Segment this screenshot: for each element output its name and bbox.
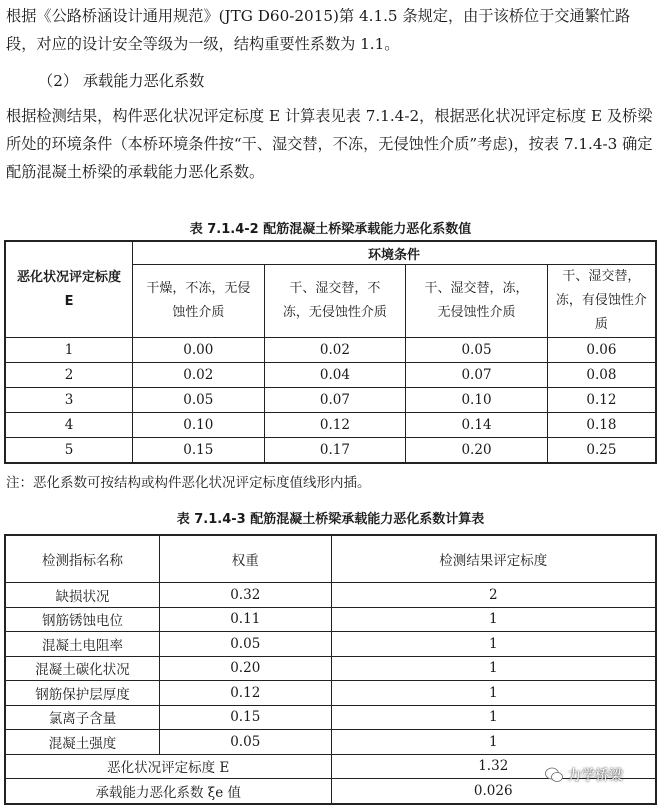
table-row [5,583,656,608]
summary-value: 0.026 [331,779,656,804]
table-row [5,607,656,632]
table-row [5,438,656,464]
table-cell: 1 [331,681,656,706]
table2-caption: 表 7.1.4-3 配筋混凝土桥梁承载能力恶化系数计算表 [176,512,485,527]
table-cell: 2 [331,583,656,608]
table-cell: 0.02 [133,363,265,388]
table-cell: 0.07 [406,363,548,388]
table-cell: 0.00 [133,338,265,363]
summary-label: 承载能力恶化系数 ξe 值 [5,779,331,804]
table-cell: 0.05 [160,730,332,755]
table-cell: 0.20 [406,438,548,464]
watermark-text: 力学桥梁 [567,768,623,784]
env-header-cell: 环境条件 [133,241,656,265]
table-cell: 0.08 [547,363,656,388]
table-cell: 钢筋锈蚀电位 [5,607,160,632]
header-cell: 检测指标名称 [5,535,160,583]
table-row [5,388,656,413]
table-cell: 0.17 [264,438,406,464]
table-cell: 0.06 [547,338,656,363]
table-cell: 0.32 [160,583,332,608]
table-cell: 0.04 [264,363,406,388]
table-cell: 2 [5,363,133,388]
wechat-icon [545,767,563,783]
table-cell: 0.11 [160,607,332,632]
table-cell: 1 [5,338,133,363]
table-cell: 0.15 [133,438,265,464]
table-cell: 氯离子含量 [5,705,160,730]
table-cell: 5 [5,438,133,464]
table-cell: 1 [331,607,656,632]
paragraph-design-code: 根据《公路桥涵设计通用规范》(JTG D60-2015)第 4.1.5 条规定，由于该桥位于交通繁忙路段，对应的设计安全等级为一级，结构重要性系数为 1.1。 [6,7,631,53]
table-cell: 4 [5,413,133,438]
table-row [5,632,656,657]
table-header-row [5,535,656,583]
table-cell: 混凝土碳化状况 [5,656,160,681]
table-cell: 1 [331,705,656,730]
table-cell: 钢筋保护层厚度 [5,681,160,706]
table-row [5,338,656,363]
env-col-header: 干、湿交替，不冻，无侵蚀性介质 [264,265,406,338]
paragraph-inspection: 根据检测结果，构件恶化状况评定标度 E 计算表见表 7.1.4-2，根据恶化状况评定标度 E 及桥梁所处的环境条件（本桥环境条件按“干、湿交替，不冻，无侵蚀性介质”考虑)，按表 7.1.4-3 确定配筋混凝土桥梁的承载能力恶化系数。 [6,107,653,181]
table-cell: 0.10 [406,388,548,413]
table-cell: 混凝土电阻率 [5,632,160,657]
deterioration-coefficient-table [4,240,657,464]
table-row [5,363,656,388]
table-cell: 0.07 [264,388,406,413]
table-cell: 0.14 [406,413,548,438]
table1-caption: 表 7.1.4-2 配筋混凝土桥梁承载能力恶化系数值 [189,222,472,237]
watermark [545,765,623,785]
table-row [5,705,656,730]
env-col-header: 干、湿交替，冻，有侵蚀性介质 [547,265,656,338]
env-col-header: 干燥，不冻，无侵蚀性介质 [133,265,265,338]
table-cell: 1 [331,656,656,681]
table-cell: 0.12 [547,388,656,413]
table-row [5,656,656,681]
table-row [5,681,656,706]
table-cell: 0.05 [160,632,332,657]
section-heading: （2） 承载能力恶化系数 [38,72,205,90]
table-cell: 0.20 [160,656,332,681]
table-row [5,730,656,755]
table-cell: 0.05 [133,388,265,413]
table-cell: 0.05 [406,338,548,363]
table-cell: 1 [331,730,656,755]
table1-note: 注：恶化系数可按结构或构件恶化状况评定标度值线形内插。 [6,475,371,491]
header-cell: 检测结果评定标度 [331,535,656,583]
table-cell: 混凝土强度 [5,730,160,755]
summary-value: 1.32 [331,754,656,779]
table-cell: 0.12 [160,681,332,706]
table-cell: 0.02 [264,338,406,363]
env-col-header: 干、湿交替，冻，无侵蚀性介质 [406,265,548,338]
deterioration-calculation-table [4,534,657,805]
table-row [5,413,656,438]
row-header-cell: 恶化状况评定标度 E [5,241,133,338]
summary-label: 恶化状况评定标度 E [5,754,331,779]
table-cell: 0.10 [133,413,265,438]
table-cell: 0.15 [160,705,332,730]
table-cell: 0.25 [547,438,656,464]
table-cell: 1 [331,632,656,657]
table-cell: 3 [5,388,133,413]
header-cell: 权重 [160,535,332,583]
table-cell: 缺损状况 [5,583,160,608]
table-cell: 0.12 [264,413,406,438]
table-cell: 0.18 [547,413,656,438]
